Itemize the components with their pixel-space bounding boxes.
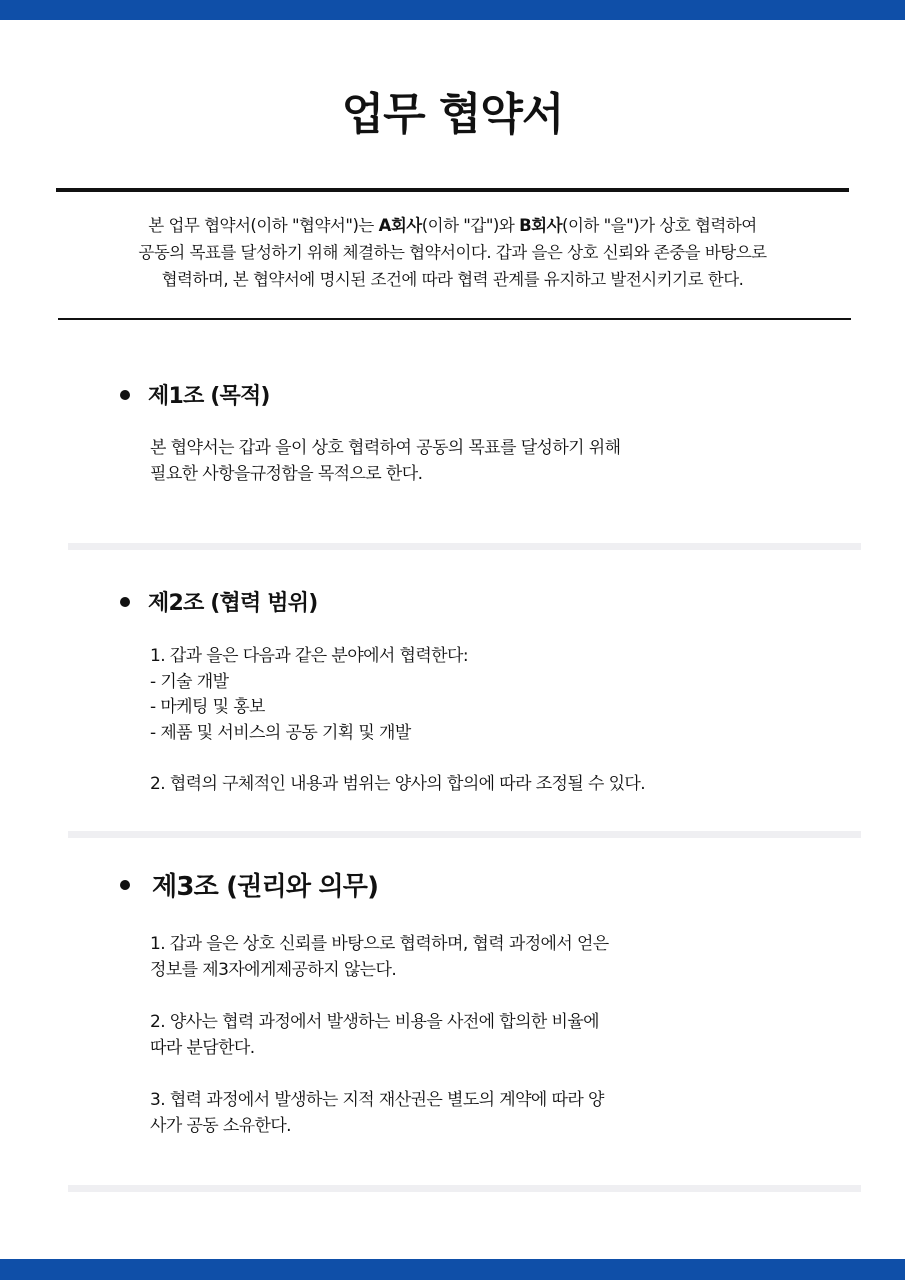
bottom-color-band [0,1259,905,1280]
article-2-body: 1. 갑과 을은 다음과 같은 분야에서 협력한다: - 기술 개발 - 마케팅 및 홍보 - 제품 및 서비스의 공동 기획 및 개발 2. 협력의 구체적인 내용과 범위는 양사의 합의에 따라 조정될 수 있다. [150,646,646,794]
article-1-heading [120,379,270,410]
section-separator [68,1185,861,1192]
document-title: 업무 협약서 [341,89,564,140]
intro-text: 본 업무 협약서(이하 "협약서")는 [148,216,379,235]
article-2-heading [120,586,317,617]
intro-line-3: 협력하며, 본 협약서에 명시된 조건에 따라 협력 관계를 유지하고 발전시키기로 한다. [161,270,744,289]
title-divider [56,188,849,192]
intro-line-2: 공동의 목표를 달성하기 위해 체결하는 협약서이다. 갑과 을은 상호 신뢰와 존중을 바탕으로 [138,243,767,262]
article-1-body: 본 협약서는 갑과 을이 상호 협력하여 공동의 목표를 달성하기 위해 필요한 사항을규정함을 목적으로 한다. [150,438,621,484]
article-3-body: 1. 갑과 을은 상호 신뢰를 바탕으로 협력하며, 협력 과정에서 얻은 정보를 제3자에게제공하지 않는다. 2. 양사는 협력 과정에서 발생하는 비용을 사전에 합의한 비율에 따라 분담한다. 3. 협력 과정에서 발생하는 지적 재산권은 별도의 계약에 따라 양 사가 공동 소유한다. [150,934,609,1136]
intro-paragraph [60,212,845,293]
section-separator [68,831,861,838]
top-color-band [0,0,905,20]
article-3-heading [120,866,378,903]
intro-text: (이하 "을")가 상호 협력하여 [562,216,757,235]
article-1-heading-text: 제1조 (목적) [148,384,270,409]
party-b-name: B회사 [519,216,563,235]
intro-line-1 [60,212,845,239]
party-a-name: A회사 [378,216,422,235]
article-2-heading-text: 제2조 (협력 범위) [148,591,318,616]
bullet-icon [120,597,130,607]
bullet-icon [120,390,130,400]
intro-divider [58,318,851,320]
article-3-heading-text: 제3조 (권리와 의무) [152,872,379,902]
bullet-icon [120,880,130,890]
intro-text: (이하 "갑")와 [421,216,520,235]
section-separator [68,543,861,550]
